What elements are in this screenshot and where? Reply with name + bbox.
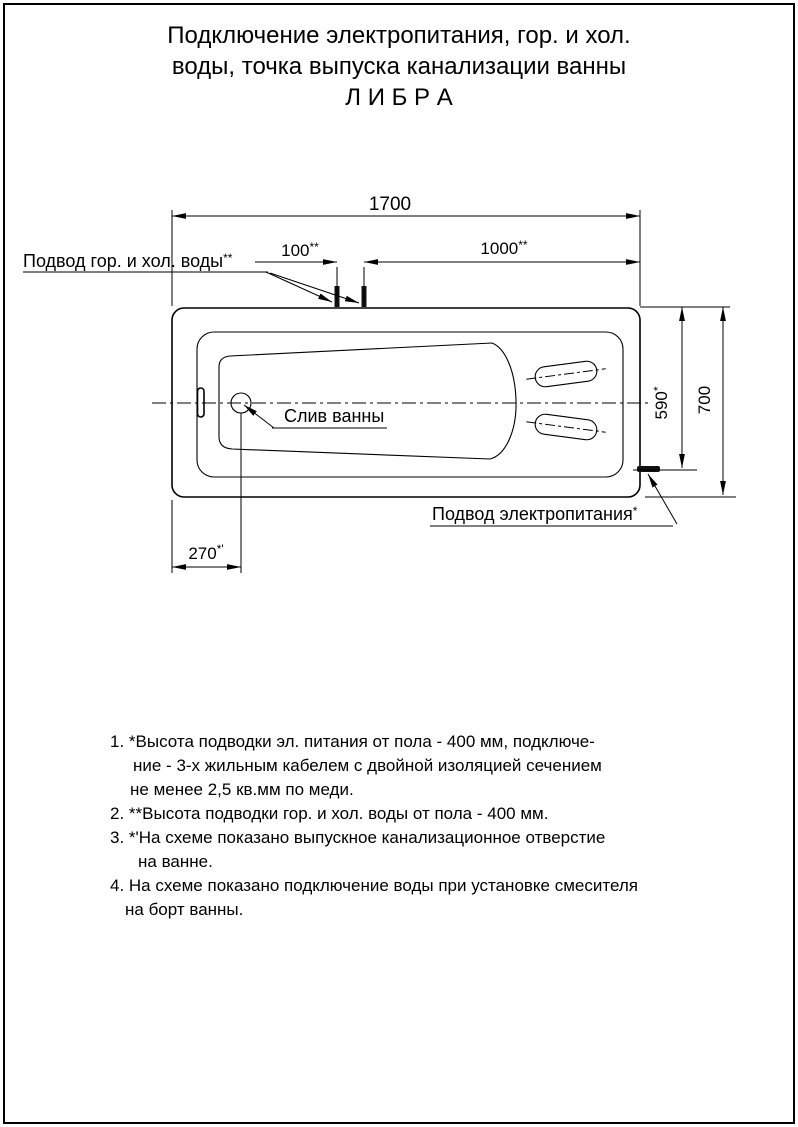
dim-1000-text: 1000**	[480, 238, 528, 258]
note-line: 3. *'На схеме показано выпускное канализационное отверстие	[110, 828, 606, 847]
title-line3: Л И Б Р А	[345, 84, 453, 111]
bathtub-outline	[172, 308, 640, 497]
title-line2: воды, точка выпуска канализации ванны	[171, 53, 627, 80]
note-line: на ванне.	[138, 852, 213, 871]
dim-270-text: 270*'	[188, 542, 224, 563]
dim-700-text: 700	[695, 385, 714, 415]
title-line1: Подключение электропитания, гор. и хол.	[167, 22, 631, 49]
dim-1700-text: 1700	[368, 194, 412, 215]
note-line: на борт ванны.	[125, 900, 244, 919]
grip-upper	[525, 359, 607, 389]
dim-100-text: 100**	[281, 240, 319, 260]
grip-lower	[525, 412, 607, 442]
note-line: не менее 2,5 кв.мм по меди.	[130, 780, 354, 799]
notes-block	[110, 730, 750, 922]
water-supply-label: Подвод гор. и хол. воды**	[23, 251, 233, 271]
leader-drain	[244, 405, 274, 428]
bathtub-basin	[219, 343, 516, 459]
electric-supply-label: Подвод электропитания*	[432, 504, 638, 524]
leader-electric	[648, 474, 677, 524]
dim-590-text: 590*	[651, 386, 671, 420]
overflow-hole	[198, 388, 205, 417]
electric-inlet-mark	[637, 466, 660, 472]
leader-water-2	[270, 273, 359, 303]
note-line: ние - 3-х жильным кабелем с двойной изоляцией сечением	[133, 756, 602, 775]
note-line: 1. *Высота подводки эл. питания от пола - 400 мм, подключе-	[110, 732, 595, 751]
leader-water-1	[266, 272, 332, 302]
note-line: 4. На схеме показано подключение воды при установке смесителя	[110, 876, 638, 895]
note-line: 2. **Высота подводки гор. и хол. воды от пола - 400 мм.	[110, 804, 549, 823]
bathtub-rim	[197, 332, 623, 477]
drain-label: Слив ванны	[284, 406, 385, 426]
